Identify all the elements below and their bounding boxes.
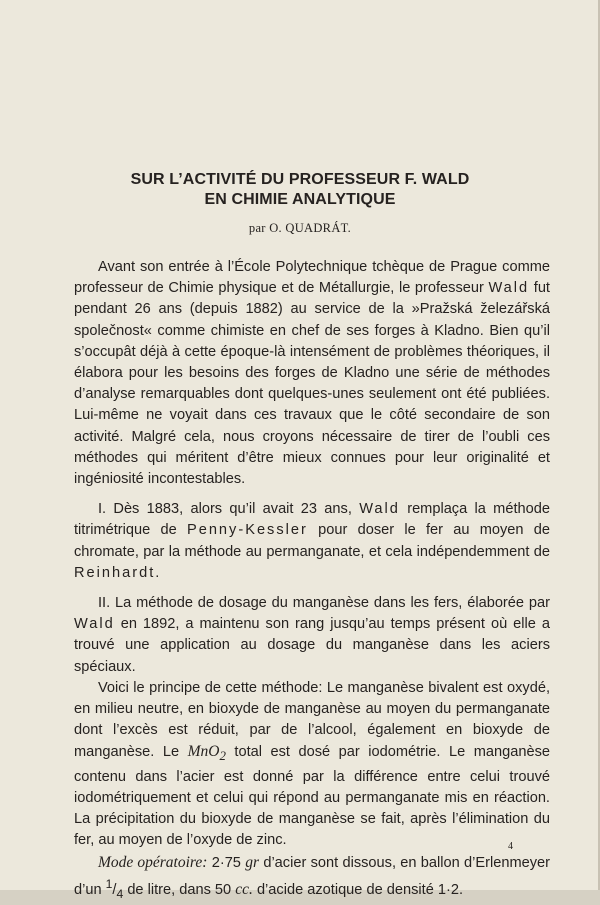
title-line-2: EN CHIMIE ANALYTIQUE — [204, 191, 396, 208]
page-number: 4 — [508, 841, 513, 852]
name-wald: Wald — [488, 280, 530, 297]
name-reinhardt: Reinhardt — [74, 564, 156, 581]
paragraph-intro: Avant son entrée à l’École Polytechnique tchèque de Prague comme professeur de Chimie physique et de Métallurgie, le professeur Wald fut pendant 26 ans (depuis 1882) au service de la »Pražská železářská společnost« comme chimiste en chef de ses forges à Kladno. Bien qu’il s’occupât déjà à cette époque-là intensément de problèmes théoriques, il élabora pour les besoins des forges de Kladno une série de méthodes d’analyse remarquables dont quelques-unes seulement ont été publiées. Lui-même ne voyait dans ces travaux que le côté secondaire de son activité. Malgré cela, nous croyons nécessaire de tirer de l’oubli ces méthodes qui méritent d’être mieux connues pour leur originalité et ingéniosité incontestables. — [74, 259, 550, 488]
paragraph-principle: Voici le principe de cette méthode: Le manganèse bivalent est oxydé, en milieu neutre, en bioxyde de manganèse au moyen du permanganate dont l’excès est réduit, par de l’alcool, également en bioxyde de manganèse. Le MnO$_2$ total est dosé par iodométrie. Le manganèse contenu dans l’acier est donné par la différence entre celui trouvé iodométriquement et celui qui répond au permanganate mis en réaction. La précipitation du bioxyde de manganèse se fait, après l’élimination du fer, au moyen de l’oxyde de zinc. — [74, 679, 550, 849]
name-penny-kessler: Penny-Kessler — [186, 522, 308, 539]
article-body — [74, 257, 550, 905]
paragraph-section-1: I. Dès 1883, alors qu’il avait 23 ans, Wald remplaça la méthode titrimétrique de Penny-Kessler pour doser le fer au moyen de chromate, par la méthode au permanganate, et cela indépendemment de Reinhardt. — [74, 501, 550, 581]
formula-mno2: MnO$_2$ — [187, 743, 226, 764]
author-byline: par O. QUADRÁT. — [248, 221, 352, 235]
paragraph-procedure: Mode opératoire: 2·75 gr d’acier sont dissous, en ballon d’Erlenmeyer d’un $^1/_4$ de litre, dans 50 cc. d’acide azotique de densité 1·2. — [74, 853, 551, 901]
name-wald: Wald — [359, 501, 400, 518]
procedure-label: Mode opératoire: — [98, 853, 208, 871]
paragraph-section-2: II. La méthode de dosage du manganèse dans les fers, élaborée par Wald en 1892, a maintenu son rang jusqu’au temps présent où elle a trouvé une application au dosage du manganèse dans les aciers spéciaux. — [74, 595, 550, 675]
title-line-1: SUR L’ACTIVITÉ DU PROFESSEUR F. WALD — [130, 171, 470, 188]
name-wald: Wald — [74, 616, 115, 633]
article-title — [0, 170, 600, 210]
